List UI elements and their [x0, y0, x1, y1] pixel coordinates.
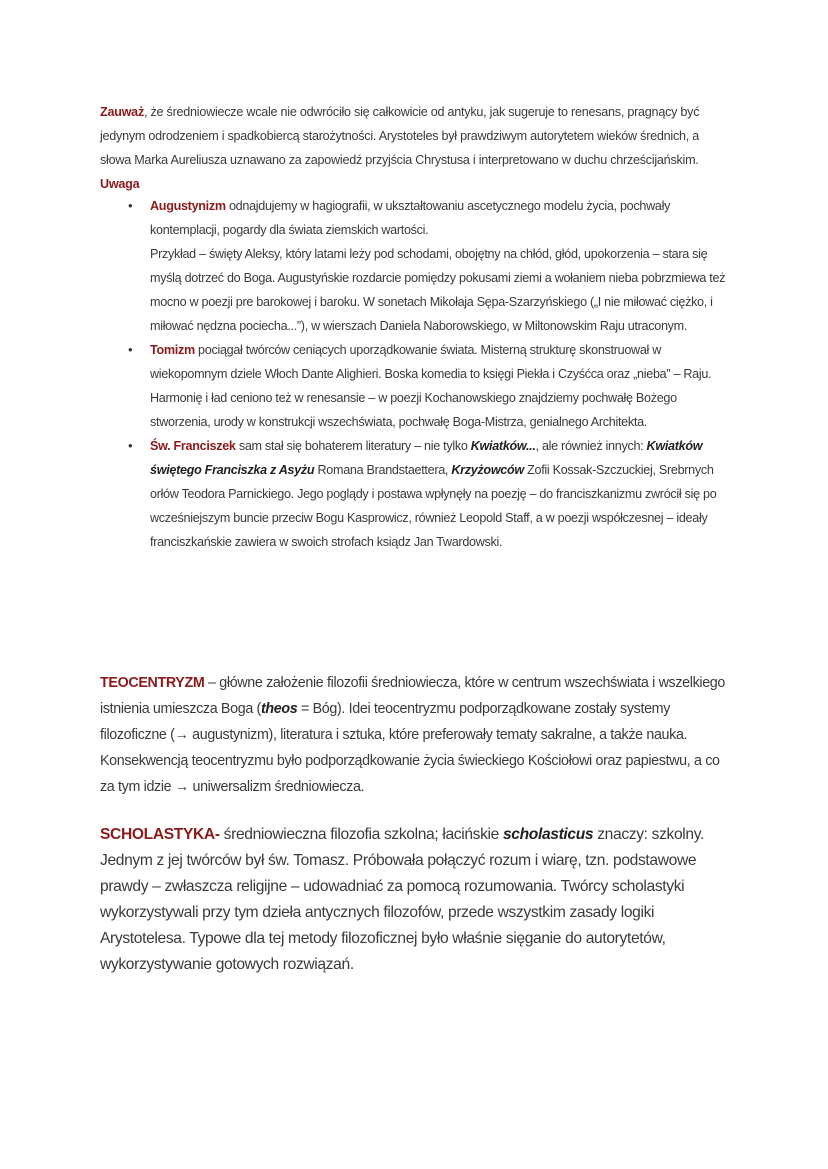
- teocentryzm-text-2: = Bóg). Idei teocentryzmu podporządkowane zostały systemy filozoficzne (→ augustynizm), literatura i sztuka, które preferowały tematy sakralne, a także nauka. Konsekwencją teocentryzmu było podporządkowanie życia świeckiego Kościołowi oraz papiestwu, a co za tym idzie → uniwersalizm średniowiecza.: [100, 701, 720, 795]
- scholastyka-keyword: SCHOLASTYKA-: [100, 826, 220, 843]
- tomizm-keyword: Tomizm: [150, 343, 195, 357]
- augustynizm-keyword: Augustynizm: [150, 199, 226, 213]
- teocentryzm-keyword: TEOCENTRYZM: [100, 675, 205, 691]
- notes-section: [100, 194, 732, 554]
- franciszek-text-2: , ale również innych:: [535, 439, 647, 453]
- scholastyka-text-1: średniowieczna filozofia szkolna; łacińskie: [219, 826, 503, 843]
- list-item-augustynizm: [100, 194, 732, 338]
- franciszek-keyword: Św. Franciszek: [150, 439, 236, 453]
- bullet-icon: •: [128, 198, 133, 213]
- list-item-franciszek: [100, 434, 732, 554]
- bullet-icon: •: [128, 438, 133, 453]
- scholastyka-term: scholasticus: [502, 826, 594, 843]
- franciszek-title-2: Kwiatków świętego Franciszka z Asyżu: [150, 439, 703, 477]
- scholastyka-text-2: znaczy: szkolny. Jednym z jej twórców był św. Tomasz. Próbowała połączyć rozum i wiarę, tzn. podstawowe prawdy – zwłaszcza religijne – udowadniać za pomocą rozumowania. Twórcy scholastyki wykorzystywali przy tym dzieła antycznych filozofów, przede wszystkim zasady logiki Arystotelesa. Typowe dla tej metody filozoficznej było właśnie sięganie do autorytetów, wykorzystywanie gotowych rozwiązań.: [100, 826, 705, 973]
- franciszek-text-3: Romana Brandstaettera,: [314, 463, 452, 477]
- bullet-icon: •: [128, 342, 133, 357]
- scholastyka-paragraph: [100, 822, 730, 978]
- teocentryzm-text-1: – główne założenie filozofii średniowiecza, które w centrum wszechświata i wszelkiego istnienia umieszcza Boga (: [100, 675, 726, 717]
- intro-paragraph: [100, 100, 728, 172]
- tomizm-text: pociągał twórców ceniących uporządkowanie świata. Misterną strukturę skonstruował w wiekopomnym dziele Włoch Dante Alighieri. Boska komedia to księgi Piekła i Czyśćca oraz „nieba” – Raju. Harmonię i ład ceniono też w renesansie – w poezji Kochanowskiego znajdziemy pochwałę Bożego stworzenia, urody w konstrukcji wszechświata, pochwałę Boga-Mistrza, genialnego Architekta.: [150, 343, 712, 429]
- note-heading: Uwaga: [100, 177, 140, 191]
- franciszek-text-4: Zofii Kossak-Szczuckiej, Srebrnych orłów Teodora Parnickiego. Jego poglądy i postawa wpłynęły na poezję – do franciszkanizmu zwrócił się po wcześniejszym buncie przeciw Bogu Kasprowicz, również Leopold Staff, a w poezji współczesnej – ideały franciszkańskie zawiera w swoich strofach ksiądz Jan Twardowski.: [150, 463, 717, 549]
- teocentryzm-term: theos: [260, 701, 298, 717]
- augustynizm-text: odnajdujemy w hagiografii, w ukształtowaniu ascetycznego modelu życia, pochwały kontemplacji, pogardy dla świata ziemskich wartości.: [150, 199, 671, 237]
- augustynizm-paragraph: [150, 194, 732, 242]
- tomizm-paragraph: [150, 338, 732, 434]
- franciszek-title-3: Krzyżowców: [451, 463, 524, 477]
- list-item-tomizm: [100, 338, 732, 434]
- intro-text: , że średniowiecze wcale nie odwróciło się całkowicie od antyku, jak sugeruje to renesans, pragnący być jedynym odrodzeniem i spadkobiercą starożytności. Arystoteles był prawdziwym autorytetem wieków średnich, a słowa Marka Aureliusza uznawano za zapowiedź przyjścia Chrystusa i interpretowano w duchu chrześcijańskim.: [100, 105, 700, 167]
- augustynizm-example: Przykład – święty Aleksy, który latami leży pod schodami, obojętny na chłód, głód, upokorzenia – stara się myślą dotrzeć do Boga. Augustyńskie rozdarcie pomiędzy pokusami ziemi a wołaniem nieba pobrzmiewa też mocno w poezji pre barokowej i baroku. W sonetach Mikołaja Sępa-Szarzyńskiego („I nie miłować ciężko, i miłować nędzna pociecha...”), w wierszach Daniela Naborowskiego, w Miltonowskim Raju utraconym.: [150, 247, 726, 333]
- notes-list: [100, 194, 732, 554]
- franciszek-title-1: Kwiatków...: [470, 439, 536, 453]
- franciszek-paragraph: [150, 434, 732, 554]
- intro-keyword: Zauważ: [100, 105, 144, 119]
- franciszek-text-1: sam stał się bohaterem literatury – nie tylko: [235, 439, 471, 453]
- intro-section: [100, 100, 728, 196]
- teocentryzm-paragraph: [100, 670, 730, 800]
